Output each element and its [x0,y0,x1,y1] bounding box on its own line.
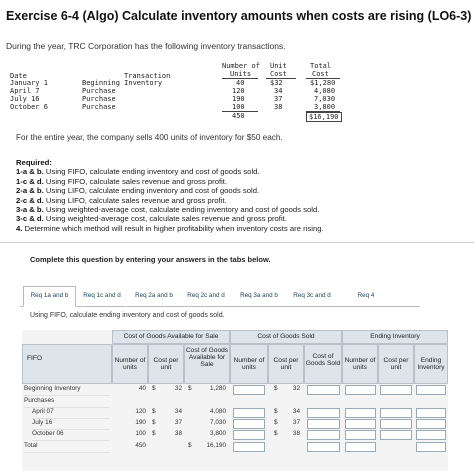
section-subtitle: Using FIFO, calculate ending inventory and cost of goods sold. [30,312,225,319]
tx-units: 120 [232,87,245,95]
col-header-date: Date [10,72,27,80]
cogs-input[interactable] [307,385,340,395]
requirement-tabs [20,282,420,307]
sold-units-input[interactable] [233,385,265,395]
available-units: 190 [135,419,146,426]
section-divider [0,242,474,243]
ending-total-input[interactable] [416,385,446,395]
tab-req-1c-d[interactable]: Req 1c and d [83,292,121,299]
col-header-ending-units: Number of units [342,344,378,384]
available-total: 1,280 [210,385,226,392]
group-header-ending: Ending Inventory [342,330,448,344]
required-list [16,158,324,233]
row-label: April 07 [32,408,110,419]
tx-cost: 38 [274,103,283,111]
col-header-available-total: Cost of Goods Available for Sale [184,344,230,384]
col-header-cost-2: Cost [270,70,287,78]
cogs-total[interactable] [307,442,340,452]
ending-units-input[interactable] [345,419,376,429]
col-header-sold-units: Number of units [230,344,268,384]
tx-type: Beginning Inventory [82,79,163,87]
col-header-sold-total: Cost of Goods Sold [304,344,342,384]
row-label: Beginning Inventory [24,385,110,396]
required-item: 2-c & d. Using LIFO, calculate sales revenue and gross profit. [16,195,227,205]
cogs-input[interactable] [307,430,340,440]
ending-total-total[interactable] [416,442,446,452]
col-header-sold-cost: Cost per unit [268,344,304,384]
dollar-sign: $ [152,408,156,415]
ending-cost-input[interactable] [380,430,412,440]
method-label: FIFO [22,344,112,384]
tx-type: Purchase [82,87,116,95]
col-header-total-1: Total [310,62,332,70]
tab-req-1a-b[interactable]: Req 1a and b [23,286,76,307]
ending-units-input[interactable] [345,430,376,440]
sold-cost: 38 [292,430,300,437]
tx-units: 100 [232,103,245,111]
tx-type: Purchase [82,95,116,103]
required-item: 1-a & b. Using FIFO, calculate ending inventory and cost of goods sold. [16,167,260,177]
dollar-sign: $ [188,442,192,449]
ending-units-total[interactable] [345,442,376,452]
available-total: 7,030 [210,419,226,426]
sold-units-input[interactable] [233,408,265,418]
sold-units-input[interactable] [233,419,265,429]
dollar-sign: $ [152,419,156,426]
tab-req-3a-b[interactable]: Req 3a and b [240,292,278,299]
tx-total: 4,080 [314,87,336,95]
ending-cost-input[interactable] [380,419,412,429]
col-header-units-2: Units [230,70,252,78]
ending-units-input[interactable] [345,385,376,395]
dollar-sign: $ [274,419,278,426]
tx-total: 7,030 [314,95,336,103]
fifo-grid [22,330,448,471]
dollar-sign: $ [152,430,156,437]
tx-date: January 1 [10,79,48,87]
dollar-sign: $ [152,385,156,392]
required-item: 3-c & d. Using weighted-average cost, calculate sales revenue and gross profit. [16,214,287,224]
tx-date: October 6 [10,103,48,111]
cogs-input[interactable] [307,419,340,429]
sales-note: For the entire year, the company sells 400 units of inventory for $50 each. [16,133,283,142]
tab-req-2a-b[interactable]: Req 2a and b [135,292,173,299]
col-header-ending-cost: Cost per unit [378,344,414,384]
required-item: 3-a & b. Using weighted-average cost, calculate ending inventory and cost of goods sold. [16,205,320,215]
available-cost: 32 [174,385,182,392]
required-item: 2-a & b. Using LIFO, calculate ending inventory and cost of goods sold. [16,186,260,196]
tx-cost: 37 [274,95,283,103]
col-header-total-2: Cost [312,70,329,78]
group-header-sold: Cost of Goods Sold [230,330,342,344]
ending-total-input[interactable] [416,430,446,440]
dollar-sign: $ [188,385,192,392]
dollar-sign: $ [274,430,278,437]
sold-cost: 37 [292,419,300,426]
col-header-cost-1: Unit [270,62,287,70]
sold-units-input[interactable] [233,430,265,440]
col-header-transaction: Transaction [124,72,171,80]
complete-prompt: Complete this question by entering your answers in the tabs below. [30,255,271,264]
tx-total-units: 450 [232,112,245,120]
tab-req-2c-d[interactable]: Req 2c and d [187,292,225,299]
dollar-sign: $ [274,385,278,392]
available-cost: 34 [174,408,182,415]
tx-total: $1,280 [310,79,336,87]
available-units: 40 [138,385,146,392]
col-header-available-units: Number of units [112,344,148,384]
tx-total: 3,800 [314,103,336,111]
cogs-input[interactable] [307,408,340,418]
row-label: July 16 [32,419,110,430]
ending-total-input[interactable] [416,419,446,429]
tx-cost: $32 [270,79,283,87]
col-header-units-1: Number of [222,62,260,70]
tx-date: July 16 [10,95,40,103]
available-units: 120 [135,408,146,415]
tx-date: April 7 [10,87,40,95]
intro-text: During the year, TRC Corporation has the following inventory transactions. [6,41,286,51]
dollar-sign: $ [274,408,278,415]
sold-units-total[interactable] [233,442,265,452]
transactions-table [8,60,341,122]
required-item: 4. Determine which method will result in higher profitability when inventory costs are rising. [16,223,324,233]
available-cost: 38 [174,430,182,437]
required-item: 1-c & d. Using FIFO, calculate sales revenue and gross profit. [16,176,228,186]
available-cost: 37 [174,419,182,426]
row-label: October 06 [32,430,110,441]
tx-total-cost: $16,190 [306,112,342,122]
tab-req-3c-d[interactable]: Req 3c and d [293,292,331,299]
ending-total-input[interactable] [416,408,446,418]
page-title: Exercise 6-4 (Algo) Calculate inventory amounts when costs are rising (LO6-3) [6,9,472,23]
col-header-available-cost: Cost per unit [148,344,184,384]
row-label: Total [24,442,110,453]
ending-cost-input[interactable] [380,408,412,418]
tx-type: Purchase [82,103,116,111]
sold-cost: 34 [292,408,300,415]
available-units: 450 [135,442,146,449]
ending-units-input[interactable] [345,408,376,418]
available-units: 100 [135,430,146,437]
tx-units: 40 [236,79,245,87]
available-total: 16,190 [206,442,226,449]
available-total: 3,800 [210,430,226,437]
tx-units: 190 [232,95,245,103]
group-header-available: Cost of Goods Available for Sale [112,330,230,344]
tab-req-4[interactable]: Req 4 [357,292,375,299]
available-total: 4,080 [210,408,226,415]
ending-cost-input[interactable] [380,385,412,395]
required-heading: Required: [16,158,52,167]
row-label: Purchases [24,397,110,408]
sold-cost: 32 [292,385,300,392]
tx-cost: 34 [274,87,283,95]
col-header-ending-total: Ending Inventory [414,344,448,384]
